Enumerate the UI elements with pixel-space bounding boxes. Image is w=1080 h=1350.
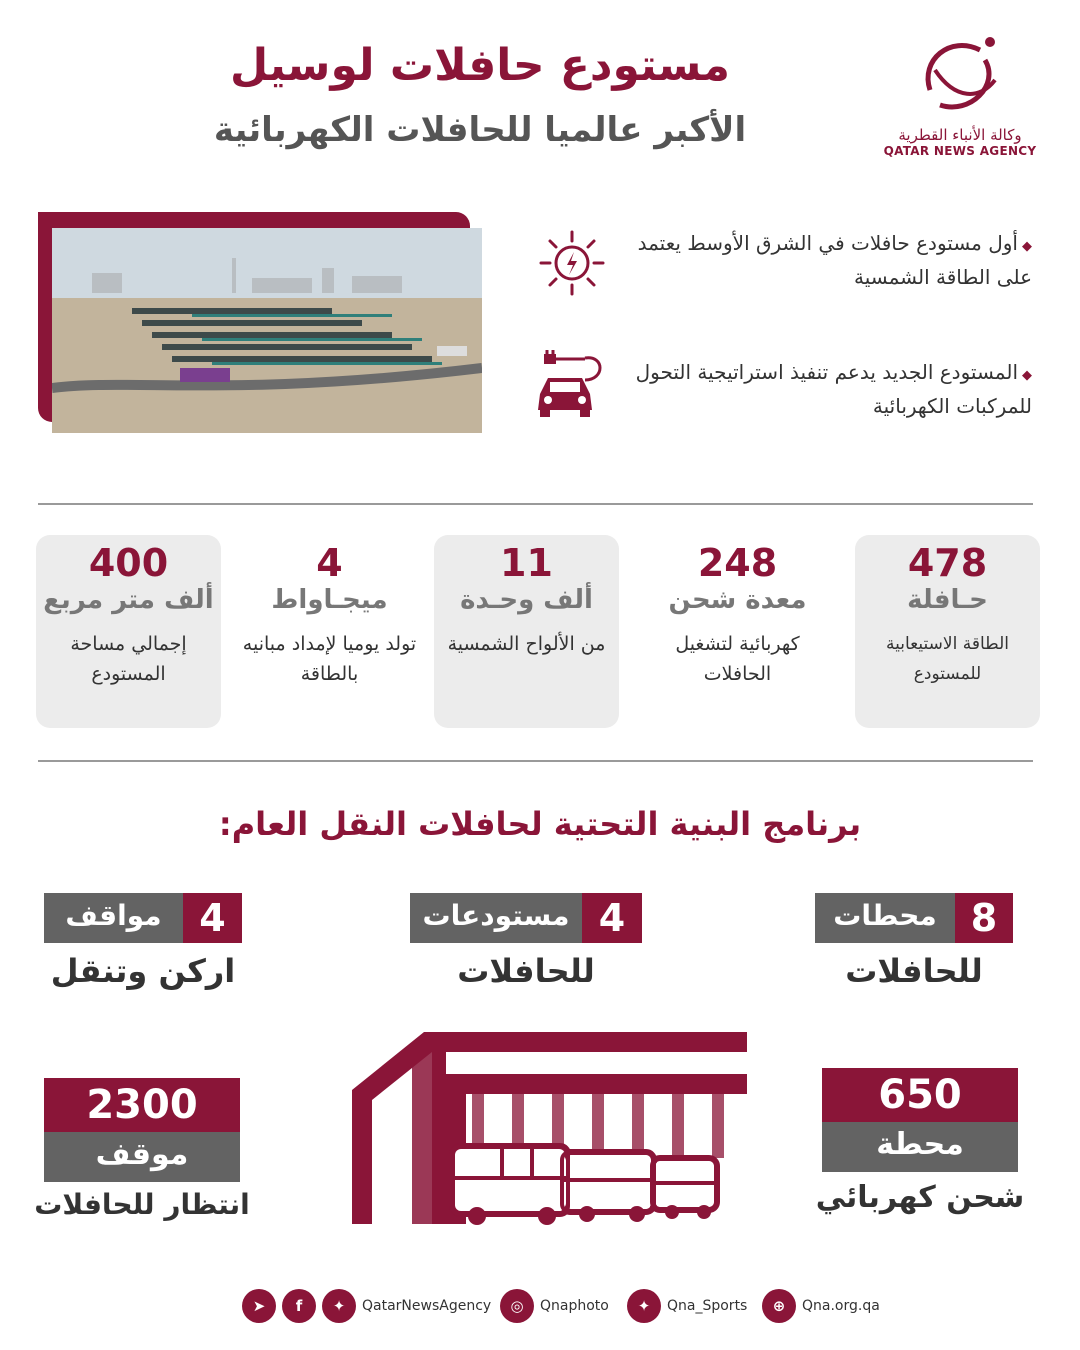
stat-desc: إجمالي مساحة المستودع: [70, 633, 187, 685]
page-title: مستودع حافلات لوسيل: [229, 40, 731, 91]
depots-number: 4: [582, 893, 642, 943]
charging-sub: شحن كهربائي: [815, 1180, 1025, 1215]
infra-title: برنامج البنية التحتية لحافلات النقل العام:: [218, 805, 862, 843]
bus-depot-illustration: [352, 1028, 747, 1232]
charging-label: محطة: [822, 1122, 1018, 1172]
instagram-icon[interactable]: ◎: [500, 1289, 534, 1323]
depot-photo: [52, 228, 482, 433]
depots-sub: للحافلات: [457, 952, 595, 990]
stat-unit: حـافلة: [907, 585, 988, 615]
diamond-icon: ◆: [1022, 368, 1032, 383]
stat-unit: معدة شحن: [668, 585, 807, 615]
stat-desc: الطاقة الاستيعابية للمستودع: [886, 634, 1009, 684]
stat-value: 400: [88, 541, 169, 585]
solar-sun-icon: [537, 228, 607, 302]
page-subtitle: الأكبر عالميا للحافلات الكهربائية: [213, 110, 747, 150]
stations-number: 8: [955, 893, 1013, 943]
parking-label: موقف: [44, 1132, 240, 1182]
electric-car-icon: [530, 350, 610, 424]
qna-logo: [880, 30, 1040, 170]
twitter-icon[interactable]: ✦: [322, 1289, 356, 1323]
stat-value: 248: [697, 541, 778, 585]
qna-logo-icon: [910, 30, 1010, 120]
charging-number: 650: [822, 1068, 1018, 1122]
main-account-handle[interactable]: QatarNewsAgency: [362, 1298, 492, 1314]
website-link[interactable]: Qna.org.qa: [802, 1298, 880, 1314]
divider-top: [38, 503, 1033, 505]
diamond-icon: ◆: [1022, 239, 1032, 254]
parking-sub: انتظار للحافلات: [34, 1188, 250, 1221]
facebook-icon[interactable]: f: [282, 1289, 316, 1323]
stations-sub: للحافلات: [845, 952, 983, 990]
footer-main-account[interactable]: [242, 1287, 491, 1325]
stat-card-buses: [855, 535, 1040, 728]
bullet-ev: ◆المستودع الجديد يدعم تنفيذ استراتيجية التحول للمركبات الكهربائية: [635, 360, 1032, 418]
footer-photo-account[interactable]: [500, 1287, 609, 1325]
parkride-label: مواقف: [44, 893, 183, 943]
twitter-icon[interactable]: ✦: [627, 1289, 661, 1323]
stat-desc: من الألواح الشمسية: [447, 633, 606, 655]
stat-card-megawatt: [237, 535, 422, 728]
parkride-sub: اركن وتنقل: [50, 952, 236, 990]
stat-value: 4: [316, 541, 343, 585]
depots-label: مستودعات: [410, 893, 582, 943]
bullet-solar: ◆أول مستودع حافلات في الشرق الأوسط يعتمد على الطاقة الشمسية: [637, 231, 1032, 289]
parking-number: 2300: [44, 1078, 240, 1132]
stat-unit: ميجـاواط: [271, 585, 388, 615]
stat-value: 11: [500, 541, 553, 585]
telegram-icon[interactable]: ➤: [242, 1289, 276, 1323]
stat-card-solar-panels: [434, 535, 619, 728]
stat-unit: ألف متر مربع: [43, 585, 214, 615]
stations-label: محطات: [815, 893, 955, 943]
stat-card-chargers: [645, 535, 830, 728]
sports-account-handle[interactable]: Qna_Sports: [667, 1298, 748, 1314]
stat-card-area: [36, 535, 221, 728]
footer-sports-account[interactable]: [627, 1287, 747, 1325]
globe-icon[interactable]: ⊕: [762, 1289, 796, 1323]
stat-value: 478: [907, 541, 988, 585]
divider-bottom: [38, 760, 1033, 762]
stat-desc: تولد يوميا لإمداد مبانيه بالطاقة: [242, 633, 417, 685]
photo-account-handle[interactable]: Qnaphoto: [540, 1298, 609, 1314]
logo-name-ar: وكالة الأنباء القطرية: [898, 126, 1022, 144]
stat-unit: ألف وحـدة: [460, 585, 593, 615]
footer-website[interactable]: [762, 1287, 880, 1325]
logo-name-en: QATAR NEWS AGENCY: [883, 144, 1037, 158]
stat-desc: كهربائية لتشغيل الحافلات: [675, 633, 800, 685]
parkride-number: 4: [183, 893, 242, 943]
